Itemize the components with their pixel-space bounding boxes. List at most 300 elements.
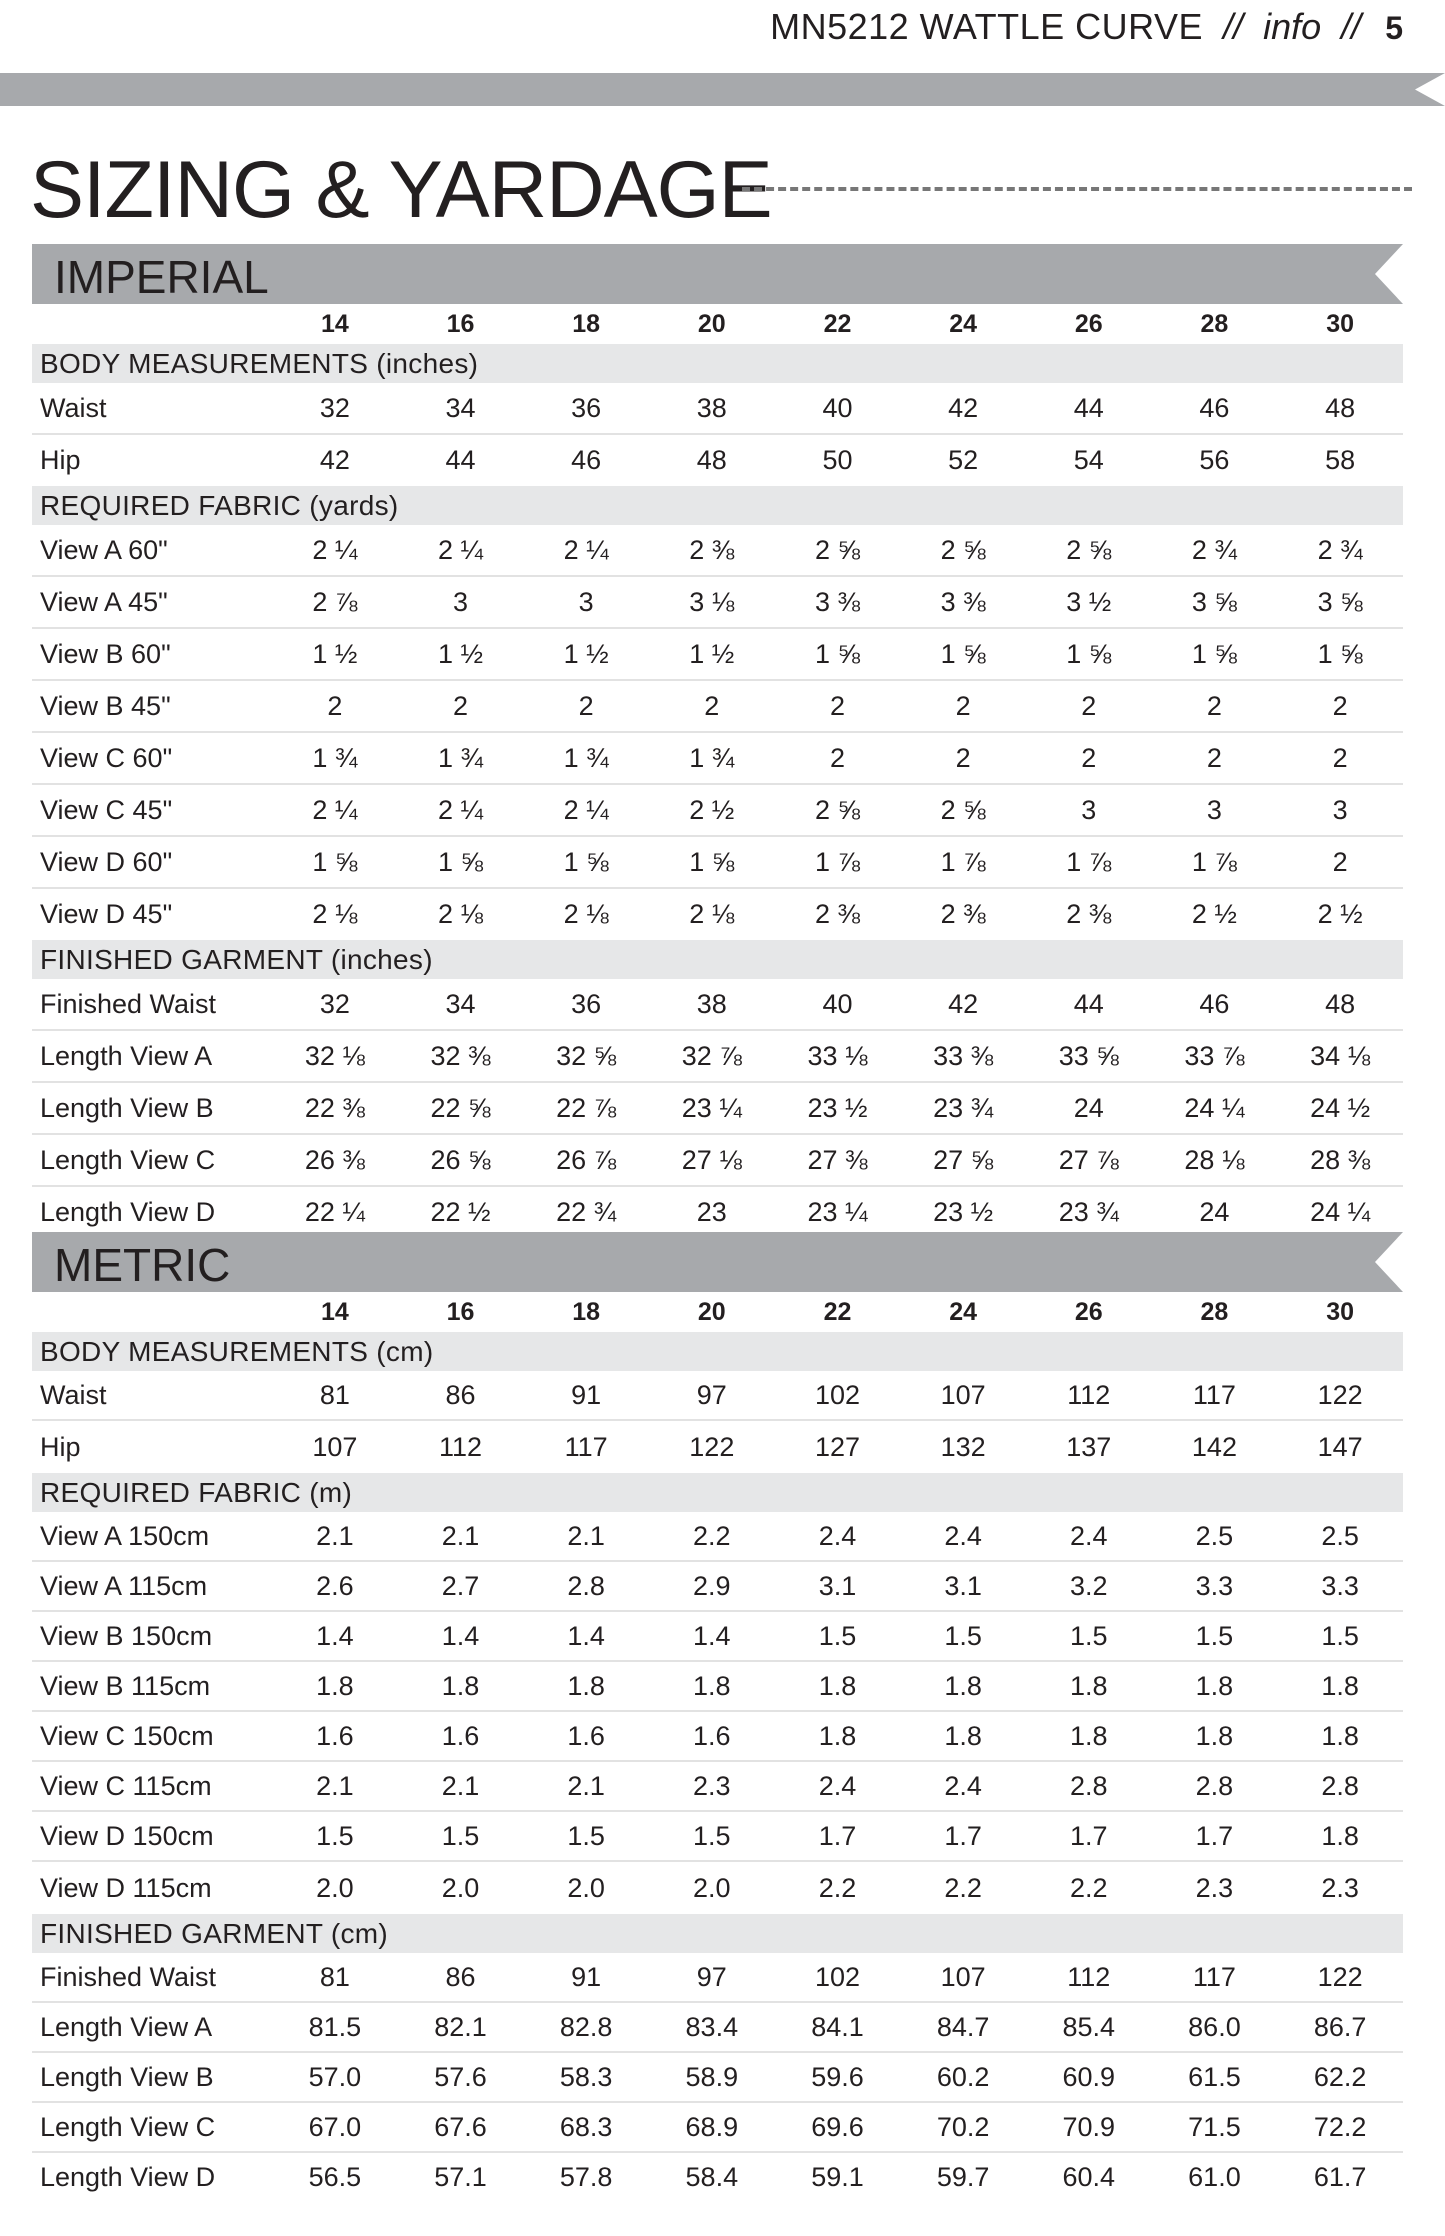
table-cell: 2.5	[1277, 1512, 1403, 1561]
table-cell: 3 ⅜	[900, 576, 1026, 628]
table-cell: 44	[1026, 383, 1152, 434]
table-cell: 48	[696, 445, 727, 475]
table-cell: 3	[1152, 784, 1278, 836]
table-row	[32, 1186, 1403, 1237]
table-cell: 2 ⅝	[900, 784, 1026, 836]
table-cell: 46	[1152, 383, 1278, 434]
size-header-14: 14	[320, 309, 349, 338]
table-cell: 22 ¾	[556, 1196, 617, 1227]
row-label: View C 60"	[32, 732, 272, 784]
table-cell: 82.8	[523, 2002, 649, 2052]
table-cell: 1.7	[1152, 1811, 1278, 1861]
table-cell: 28 ⅜	[1277, 1134, 1403, 1186]
table-cell: 24 ½	[1277, 1082, 1403, 1134]
table-cell: 2	[1277, 836, 1403, 888]
table-cell: 3.3	[1277, 1561, 1403, 1611]
table-cell: 2 ⅛	[563, 899, 609, 929]
page-number: 5	[1385, 10, 1403, 46]
title-dash-divider	[742, 187, 1412, 191]
table-cell: 1.8	[272, 1661, 398, 1711]
table-cell: 1 ¾	[649, 732, 775, 784]
table-cell: 2 ¼	[398, 784, 524, 836]
group-label: BODY MEASUREMENTS (cm)	[32, 1332, 1403, 1371]
table-cell: 107	[312, 1431, 358, 1462]
table-cell: 59.7	[936, 2161, 990, 2192]
table-cell: 2 ¾	[1152, 525, 1278, 576]
table-cell: 48	[1277, 383, 1403, 434]
table-cell: 52	[948, 445, 979, 475]
table-row	[32, 1811, 1403, 1861]
table-cell: 3 ½	[1026, 576, 1152, 628]
table-cell: 33 ⅛	[775, 1030, 901, 1082]
table-cell: 22 ⅞	[523, 1082, 649, 1134]
table-row	[32, 1134, 1403, 1186]
row-label: Waist	[32, 383, 272, 434]
table-row	[32, 732, 1403, 784]
table-cell: 57.8	[559, 2161, 613, 2192]
table-row	[32, 979, 1403, 1030]
table-cell: 142	[1191, 1431, 1237, 1462]
table-cell: 2.8	[523, 1561, 649, 1611]
table-cell: 2 ¼	[272, 525, 398, 576]
table-cell: 2 ⅝	[775, 784, 901, 836]
table-cell: 69.6	[775, 2102, 901, 2152]
table-cell: 40	[775, 383, 901, 434]
table-cell: 1.8	[1277, 1711, 1403, 1761]
table-cell: 2.1	[272, 1512, 398, 1561]
table-cell: 2 ½	[1317, 899, 1363, 929]
section-title: METRIC	[54, 1239, 231, 1291]
table-cell: 3.3	[1152, 1561, 1278, 1611]
table-row	[32, 576, 1403, 628]
table-cell: 2	[523, 680, 649, 732]
table-row	[32, 383, 1403, 434]
table-cell: 2	[1026, 680, 1152, 732]
table-cell: 2	[649, 680, 775, 732]
table-cell: 1.5	[1277, 1611, 1403, 1661]
table-cell: 56.5	[308, 2161, 362, 2192]
row-label: View A 115cm	[32, 1561, 272, 1611]
table-cell: 1 ½	[398, 628, 524, 680]
table-cell: 42	[900, 979, 1026, 1030]
table-cell: 2 ⅞	[272, 576, 398, 628]
table-cell: 57.0	[272, 2052, 398, 2102]
table-cell: 23 ½	[775, 1082, 901, 1134]
table-cell: 81	[272, 1371, 398, 1420]
table-cell: 72.2	[1277, 2102, 1403, 2152]
table-cell: 38	[649, 979, 775, 1030]
table-cell: 2 ⅝	[775, 525, 901, 576]
table-cell: 1 ⅝	[1277, 628, 1403, 680]
table-cell: 58.9	[649, 2052, 775, 2102]
table-cell: 2.0	[567, 1872, 605, 1903]
table-cell: 84.1	[775, 2002, 901, 2052]
table-cell: 147	[1317, 1431, 1363, 1462]
row-label: View B 60"	[32, 628, 272, 680]
size-header-24: 24	[949, 1297, 978, 1326]
table-cell: 1.8	[649, 1661, 775, 1711]
table-cell: 71.5	[1152, 2102, 1278, 2152]
table-cell: 2.2	[818, 1872, 857, 1903]
table-cell: 2 ⅜	[814, 899, 860, 929]
table-cell: 2.0	[441, 1872, 480, 1903]
table-row	[32, 2002, 1403, 2052]
table-cell: 1.8	[523, 1661, 649, 1711]
size-header-18: 18	[572, 1297, 601, 1326]
header-bar	[0, 73, 1445, 106]
table-cell: 2 ⅛	[689, 899, 735, 929]
table-cell: 1.5	[523, 1811, 649, 1861]
table-cell: 1.5	[649, 1811, 775, 1861]
table-cell: 1 ⅝	[1026, 628, 1152, 680]
table-cell: 56	[1199, 445, 1230, 475]
row-label: View A 45"	[32, 576, 272, 628]
table-row	[32, 888, 1403, 940]
table-cell: 81	[272, 1953, 398, 2002]
table-cell: 1 ¾	[272, 732, 398, 784]
table-cell: 2	[398, 680, 524, 732]
table-cell: 2	[775, 732, 901, 784]
table-cell: 112	[1026, 1371, 1152, 1420]
table-cell: 2.6	[272, 1561, 398, 1611]
group-label: BODY MEASUREMENTS (inches)	[32, 344, 1403, 383]
table-cell: 2.1	[523, 1512, 649, 1561]
group-header-row	[32, 486, 1403, 525]
table-row	[32, 1420, 1403, 1473]
table-cell: 24 ¼	[1152, 1082, 1278, 1134]
table-row	[32, 1953, 1403, 2002]
table-cell: 1.5	[775, 1611, 901, 1661]
table-cell: 2	[900, 680, 1026, 732]
group-label: REQUIRED FABRIC (m)	[32, 1473, 1403, 1512]
row-label: View D 150cm	[32, 1811, 272, 1861]
table-cell: 1.5	[398, 1811, 524, 1861]
table-cell: 102	[775, 1953, 901, 2002]
table-cell: 1.7	[900, 1811, 1026, 1861]
header-separator: //	[1341, 6, 1362, 47]
group-label: FINISHED GARMENT (inches)	[32, 940, 1403, 979]
table-cell: 117	[1152, 1953, 1278, 2002]
table-row	[32, 2152, 1403, 2201]
table-cell: 22 ¼	[304, 1196, 365, 1227]
table-cell: 2.7	[398, 1561, 524, 1611]
table-cell: 3	[398, 576, 524, 628]
banner-shape	[32, 1232, 1403, 1292]
row-label: Finished Waist	[32, 1953, 272, 2002]
table-cell: 2.8	[1152, 1761, 1278, 1811]
table-cell: 2 ¼	[523, 525, 649, 576]
table-cell: 28 ⅛	[1152, 1134, 1278, 1186]
row-label: View B 45"	[32, 680, 272, 732]
table-cell: 60.2	[900, 2052, 1026, 2102]
table-cell: 1 ⅝	[1152, 628, 1278, 680]
row-label: View D 45"	[40, 899, 173, 929]
table-cell: 122	[689, 1431, 735, 1462]
table-cell: 44	[1026, 979, 1152, 1030]
title-row	[30, 140, 1412, 240]
table-cell: 2.3	[649, 1761, 775, 1811]
table-cell: 1.5	[900, 1611, 1026, 1661]
row-label: Length View C	[32, 2102, 272, 2152]
table-cell: 50	[822, 445, 853, 475]
table-cell: 1.8	[775, 1711, 901, 1761]
table-cell: 2.4	[900, 1761, 1026, 1811]
table-cell: 1.8	[1277, 1811, 1403, 1861]
group-header-row	[32, 344, 1403, 383]
table-row	[32, 1512, 1403, 1561]
table-cell: 33 ⅜	[900, 1030, 1026, 1082]
table-cell: 61.7	[1313, 2161, 1367, 2192]
header-section: info	[1263, 6, 1322, 47]
table-row	[32, 1082, 1403, 1134]
page-header	[770, 6, 1403, 48]
table-cell: 3.1	[900, 1561, 1026, 1611]
imperial-table	[32, 304, 1403, 1237]
row-label: Length View C	[32, 1134, 272, 1186]
row-label: View B 150cm	[32, 1611, 272, 1661]
table-cell: 1 ⅞	[1026, 836, 1152, 888]
table-cell: 91	[523, 1371, 649, 1420]
table-cell: 117	[564, 1431, 608, 1462]
table-cell: 2 ¼	[523, 784, 649, 836]
table-cell: 58.4	[685, 2161, 739, 2192]
table-row	[32, 1711, 1403, 1761]
imperial-section	[32, 244, 1403, 1237]
table-cell: 2 ¼	[272, 784, 398, 836]
table-cell: 60.9	[1026, 2052, 1152, 2102]
imperial-banner	[32, 244, 1403, 304]
table-cell: 70.2	[900, 2102, 1026, 2152]
table-cell: 61.0	[1188, 2161, 1241, 2192]
table-cell: 2.1	[398, 1512, 524, 1561]
row-label: Hip	[40, 1431, 81, 1462]
size-header-blank	[32, 304, 272, 344]
table-cell: 24 ¼	[1310, 1196, 1371, 1227]
table-cell: 86.7	[1277, 2002, 1403, 2052]
table-cell: 2.1	[398, 1761, 524, 1811]
table-cell: 2.1	[272, 1761, 398, 1811]
table-cell: 81.5	[272, 2002, 398, 2052]
size-header-30: 30	[1326, 1297, 1355, 1326]
table-cell: 102	[775, 1371, 901, 1420]
table-cell: 1.8	[1152, 1661, 1278, 1711]
table-cell: 26 ⅝	[398, 1134, 524, 1186]
table-row	[32, 1661, 1403, 1711]
row-label: View D 60"	[32, 836, 272, 888]
size-header-22: 22	[823, 1297, 852, 1326]
size-header-26: 26	[1074, 1297, 1103, 1326]
table-cell: 33 ⅝	[1026, 1030, 1152, 1082]
table-cell: 107	[900, 1953, 1026, 2002]
table-cell: 54	[1073, 445, 1104, 475]
metric-table	[32, 1292, 1403, 2201]
table-cell: 1 ½	[649, 628, 775, 680]
table-cell: 57.6	[398, 2052, 524, 2102]
table-cell: 26 ⅞	[523, 1134, 649, 1186]
size-header-18: 18	[572, 309, 601, 338]
table-cell: 2.8	[1277, 1761, 1403, 1811]
table-cell: 46	[1152, 979, 1278, 1030]
table-cell: 86	[398, 1953, 524, 2002]
table-cell: 22 ⅝	[398, 1082, 524, 1134]
metric-banner	[32, 1232, 1403, 1292]
table-cell: 107	[900, 1371, 1026, 1420]
table-cell: 42	[319, 445, 350, 475]
table-cell: 122	[1277, 1371, 1403, 1420]
page-title: SIZING & YARDAGE	[30, 145, 772, 235]
table-cell: 1.8	[775, 1661, 901, 1711]
table-cell: 59.6	[775, 2052, 901, 2102]
row-label: Length View D	[40, 2161, 216, 2192]
table-row	[32, 525, 1403, 576]
table-cell: 1 ⅝	[398, 836, 524, 888]
table-row	[32, 1371, 1403, 1420]
table-cell: 1.4	[523, 1611, 649, 1661]
table-cell: 2	[272, 680, 398, 732]
group-header-row	[32, 940, 1403, 979]
table-cell: 70.9	[1026, 2102, 1152, 2152]
table-cell: 3 ⅝	[1277, 576, 1403, 628]
table-cell: 2.1	[523, 1761, 649, 1811]
table-cell: 1 ⅞	[900, 836, 1026, 888]
table-cell: 2	[1152, 732, 1278, 784]
table-cell: 22 ½	[430, 1196, 491, 1227]
table-cell: 27 ⅝	[900, 1134, 1026, 1186]
table-cell: 1.4	[272, 1611, 398, 1661]
size-header-16: 16	[446, 1297, 475, 1326]
table-cell: 22 ⅜	[272, 1082, 398, 1134]
table-cell: 137	[1066, 1431, 1112, 1462]
table-cell: 2	[900, 732, 1026, 784]
table-cell: 3 ⅜	[775, 576, 901, 628]
table-cell: 82.1	[398, 2002, 524, 2052]
table-cell: 23 ¼	[807, 1196, 868, 1227]
row-label: View A 60"	[32, 525, 272, 576]
table-cell: 1.4	[649, 1611, 775, 1661]
table-cell: 24	[1026, 1082, 1152, 1134]
size-header-22: 22	[823, 309, 852, 338]
table-row	[32, 1761, 1403, 1811]
row-label: Length View D	[40, 1196, 216, 1227]
table-cell: 23 ¾	[900, 1082, 1026, 1134]
table-cell: 33 ⅞	[1152, 1030, 1278, 1082]
table-cell: 2 ⅝	[900, 525, 1026, 576]
table-cell: 2 ¼	[398, 525, 524, 576]
table-cell: 2 ⅜	[1066, 899, 1112, 929]
table-cell: 36	[523, 979, 649, 1030]
table-cell: 67.6	[398, 2102, 524, 2152]
table-cell: 112	[438, 1431, 483, 1462]
table-cell: 1.5	[1026, 1611, 1152, 1661]
table-cell: 1.8	[398, 1661, 524, 1711]
size-header-30: 30	[1326, 309, 1355, 338]
table-cell: 2 ½	[1191, 899, 1237, 929]
size-header-blank	[32, 1292, 272, 1332]
table-cell: 60.4	[1062, 2161, 1116, 2192]
row-label: View C 115cm	[32, 1761, 272, 1811]
table-cell: 2.4	[775, 1512, 901, 1561]
table-cell: 34	[398, 979, 524, 1030]
row-label: Length View B	[32, 2052, 272, 2102]
table-cell: 2 ⅛	[312, 899, 358, 929]
table-cell: 58	[1325, 445, 1356, 475]
table-cell: 61.5	[1152, 2052, 1278, 2102]
table-cell: 48	[1277, 979, 1403, 1030]
group-label: FINISHED GARMENT (cm)	[32, 1914, 1403, 1953]
table-cell: 67.0	[272, 2102, 398, 2152]
table-cell: 34	[398, 383, 524, 434]
table-cell: 84.7	[900, 2002, 1026, 2052]
group-header-row	[32, 1332, 1403, 1371]
table-cell: 2	[1277, 732, 1403, 784]
size-header-row	[32, 1292, 1403, 1332]
table-row	[32, 784, 1403, 836]
table-cell: 40	[775, 979, 901, 1030]
table-cell: 3	[523, 576, 649, 628]
table-cell: 34 ⅛	[1277, 1030, 1403, 1082]
table-cell: 1 ½	[523, 628, 649, 680]
table-cell: 3.2	[1026, 1561, 1152, 1611]
table-cell: 1.5	[272, 1811, 398, 1861]
table-cell: 2.4	[1026, 1512, 1152, 1561]
table-cell: 1 ⅝	[649, 836, 775, 888]
table-cell: 1 ½	[272, 628, 398, 680]
table-cell: 46	[571, 445, 602, 475]
size-header-14: 14	[320, 1297, 349, 1326]
size-header-row	[32, 304, 1403, 344]
metric-section	[32, 1232, 1403, 2201]
table-cell: 1 ⅞	[1152, 836, 1278, 888]
table-cell: 91	[523, 1953, 649, 2002]
table-cell: 1.8	[900, 1661, 1026, 1711]
size-header-28: 28	[1200, 1297, 1229, 1326]
size-header-26: 26	[1074, 309, 1103, 338]
table-cell: 2 ⅜	[649, 525, 775, 576]
table-cell: 1.7	[775, 1811, 901, 1861]
row-label: View A 150cm	[32, 1512, 272, 1561]
table-cell: 2	[775, 680, 901, 732]
group-header-row	[32, 1473, 1403, 1512]
row-label: View D 115cm	[40, 1872, 212, 1903]
size-header-28: 28	[1200, 309, 1229, 338]
table-cell: 44	[445, 445, 476, 475]
table-cell: 2.2	[649, 1512, 775, 1561]
table-cell: 97	[649, 1371, 775, 1420]
row-label: View C 150cm	[32, 1711, 272, 1761]
row-label: Length View A	[32, 2002, 272, 2052]
table-cell: 1 ⅝	[523, 836, 649, 888]
table-cell: 32 ⅝	[523, 1030, 649, 1082]
table-cell: 23 ½	[933, 1196, 994, 1227]
table-cell: 32	[272, 383, 398, 434]
table-cell: 2.9	[649, 1561, 775, 1611]
size-header-20: 20	[697, 309, 726, 338]
table-cell: 42	[900, 383, 1026, 434]
table-cell: 27 ⅜	[775, 1134, 901, 1186]
size-header-16: 16	[446, 309, 475, 338]
table-cell: 122	[1277, 1953, 1403, 2002]
table-cell: 3	[1026, 784, 1152, 836]
table-cell: 1.6	[272, 1711, 398, 1761]
table-cell: 3	[1277, 784, 1403, 836]
table-cell: 1 ⅝	[775, 628, 901, 680]
table-cell: 1 ⅝	[900, 628, 1026, 680]
table-row	[32, 680, 1403, 732]
table-cell: 23 ¼	[649, 1082, 775, 1134]
table-cell: 2.3	[1321, 1872, 1359, 1903]
table-cell: 1.5	[1152, 1611, 1278, 1661]
table-cell: 1.4	[398, 1611, 524, 1661]
